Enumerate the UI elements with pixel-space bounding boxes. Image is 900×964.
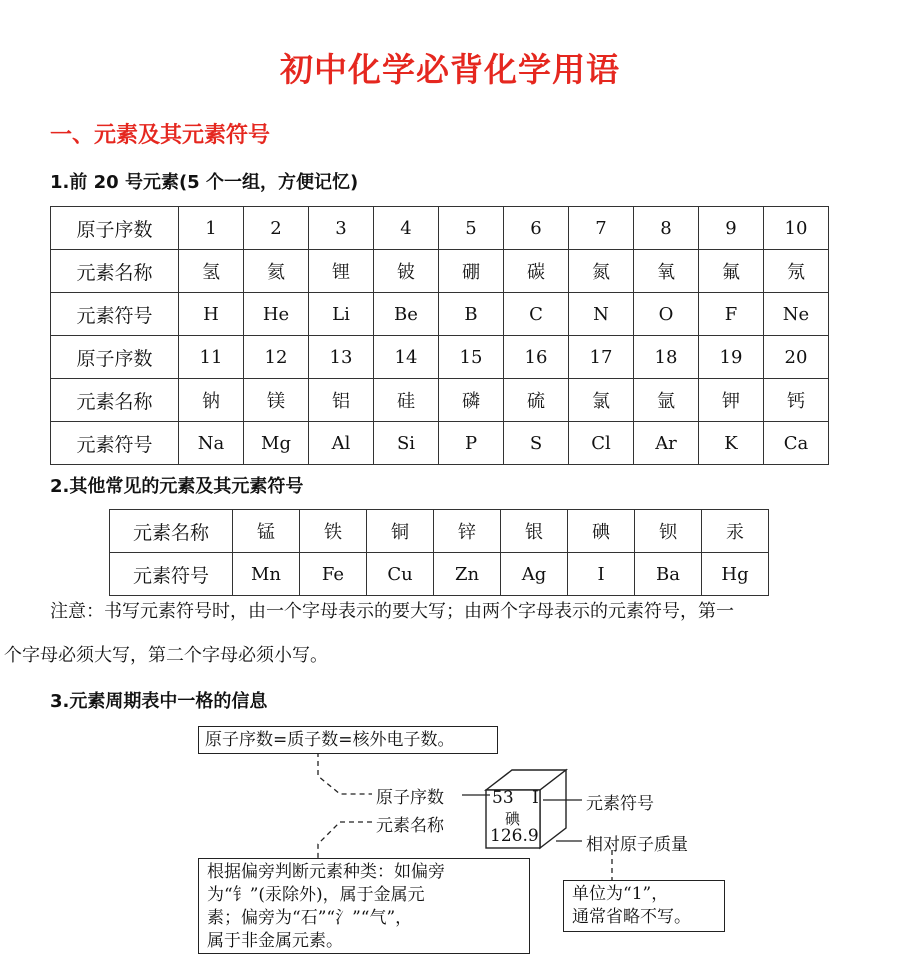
table1-cell: 8 (634, 207, 699, 250)
table1-cell: 铍 (374, 250, 439, 293)
table1-cell: 4 (374, 207, 439, 250)
unit-note-line-1: 单位为“1”， (572, 884, 669, 904)
table2-cell: 银 (501, 510, 568, 553)
radical-rule-box (198, 858, 530, 954)
subheading-other-elements: 2.其他常见的元素及其元素符号 (50, 476, 304, 497)
table2-cell: 锌 (434, 510, 501, 553)
table1-cell: Li (309, 293, 374, 336)
table2-cell: 锰 (233, 510, 300, 553)
table2-cell: 钡 (635, 510, 702, 553)
table1-cell: 5 (439, 207, 504, 250)
table1-cell: C (504, 293, 569, 336)
table1-cell: 硅 (374, 379, 439, 422)
table1-cell: 3 (309, 207, 374, 250)
table1-cell: 6 (504, 207, 569, 250)
table1-cell: 钠 (179, 379, 244, 422)
subheading-first-20: 1.前 20 号元素(5 个一组，方便记忆) (50, 172, 359, 193)
radical-rule-line-1: 根据偏旁判断元素种类：如偏旁 (207, 862, 445, 882)
table1-cell: 14 (374, 336, 439, 379)
cell-symbol: I (532, 788, 539, 808)
table1-cell: 碳 (504, 250, 569, 293)
table2-cell: 铜 (367, 510, 434, 553)
table2-cell: 汞 (702, 510, 769, 553)
table1-cell: 钙 (764, 379, 829, 422)
table1-row-label: 元素名称 (51, 379, 179, 422)
table1-cell: 锂 (309, 250, 374, 293)
table1-cell: 硫 (504, 379, 569, 422)
table2-cell: Ba (635, 553, 702, 596)
label-relative-atomic-mass: 相对原子质量 (586, 835, 688, 855)
table1-cell: O (634, 293, 699, 336)
cell-element-name: 碘 (505, 810, 521, 828)
table1-row-label: 元素名称 (51, 250, 179, 293)
table1-row-label: 原子序数 (51, 207, 179, 250)
table1-cell: Be (374, 293, 439, 336)
table1-cell: Al (309, 422, 374, 465)
subheading-periodic-cell: 3.元素周期表中一格的信息 (50, 691, 268, 712)
label-element-name: 元素名称 (376, 816, 444, 836)
unit-note-box (563, 880, 725, 932)
table1-cell: 20 (764, 336, 829, 379)
table1-cell: N (569, 293, 634, 336)
table2-cell: Ag (501, 553, 568, 596)
table1-cell: Si (374, 422, 439, 465)
table2-cell: Zn (434, 553, 501, 596)
table1-cell: 15 (439, 336, 504, 379)
table2-row-label: 元素名称 (110, 510, 233, 553)
table1-cell: 11 (179, 336, 244, 379)
leader-top-box (318, 752, 372, 794)
table1-cell: 氖 (764, 250, 829, 293)
table1-cell: 17 (569, 336, 634, 379)
table1-row-label: 元素符号 (51, 422, 179, 465)
table1-cell: 氟 (699, 250, 764, 293)
cell-atomic-number: 53 (492, 788, 514, 808)
cell-atomic-mass: 126.9 (490, 826, 539, 846)
table1-cell: 12 (244, 336, 309, 379)
unit-note-line-2: 通常省略不写。 (572, 907, 691, 927)
table1-cell: 氯 (569, 379, 634, 422)
table1-cell: Ne (764, 293, 829, 336)
table2-cell: Mn (233, 553, 300, 596)
definition-box: 原子序数=质子数=核外电子数。 (198, 726, 498, 754)
table2-row-label: 元素符号 (110, 553, 233, 596)
table1-cell: S (504, 422, 569, 465)
note-line-1: 注意：书写元素符号时，由一个字母表示的要大写；由两个字母表示的元素符号，第一 (50, 601, 734, 622)
label-element-symbol: 元素符号 (586, 794, 654, 814)
table1-cell: Na (179, 422, 244, 465)
table2-cell: I (568, 553, 635, 596)
table1-cell: 氩 (634, 379, 699, 422)
table1-cell: He (244, 293, 309, 336)
table1-cell: 19 (699, 336, 764, 379)
table1-cell: 9 (699, 207, 764, 250)
radical-rule-line-3: 素；偏旁为“石”“氵”“气”， (207, 908, 413, 928)
table1-cell: Cl (569, 422, 634, 465)
table1-cell: 10 (764, 207, 829, 250)
table1-cell: Ar (634, 422, 699, 465)
table1-cell: 铝 (309, 379, 374, 422)
table1-cell: H (179, 293, 244, 336)
label-atomic-number: 原子序数 (376, 788, 444, 808)
table1-cell: F (699, 293, 764, 336)
table1-cell: 硼 (439, 250, 504, 293)
table1-cell: P (439, 422, 504, 465)
table1-cell: K (699, 422, 764, 465)
section-heading-elements: 一、元素及其元素符号 (50, 123, 271, 148)
radical-rule-line-2: 为“钅”(汞除外)，属于金属元 (207, 885, 425, 905)
note-line-2: 个字母必须大写，第二个字母必须小写。 (4, 645, 328, 666)
table1-cell: 1 (179, 207, 244, 250)
table1-cell: 氮 (569, 250, 634, 293)
table1-cell: Ca (764, 422, 829, 465)
table1-row-label: 原子序数 (51, 336, 179, 379)
table2-cell: Hg (702, 553, 769, 596)
table1-cell: 氢 (179, 250, 244, 293)
table1-cell: 钾 (699, 379, 764, 422)
table2-cell: Cu (367, 553, 434, 596)
table1-cell: B (439, 293, 504, 336)
table1-cell: 18 (634, 336, 699, 379)
table1-row-label: 元素符号 (51, 293, 179, 336)
table1-cell: 2 (244, 207, 309, 250)
table1-cell: 16 (504, 336, 569, 379)
table1-cell: 氦 (244, 250, 309, 293)
table1-cell: 镁 (244, 379, 309, 422)
table1-cell: 氧 (634, 250, 699, 293)
page-title: 初中化学必背化学用语 (280, 50, 620, 89)
table2-cell: 碘 (568, 510, 635, 553)
table2-cell: Fe (300, 553, 367, 596)
radical-rule-line-4: 属于非金属元素。 (207, 931, 343, 951)
table1-cell: 13 (309, 336, 374, 379)
table1-cell: 7 (569, 207, 634, 250)
table1-cell: Mg (244, 422, 309, 465)
leader-element-name (318, 822, 372, 858)
table2-cell: 铁 (300, 510, 367, 553)
table1-cell: 磷 (439, 379, 504, 422)
